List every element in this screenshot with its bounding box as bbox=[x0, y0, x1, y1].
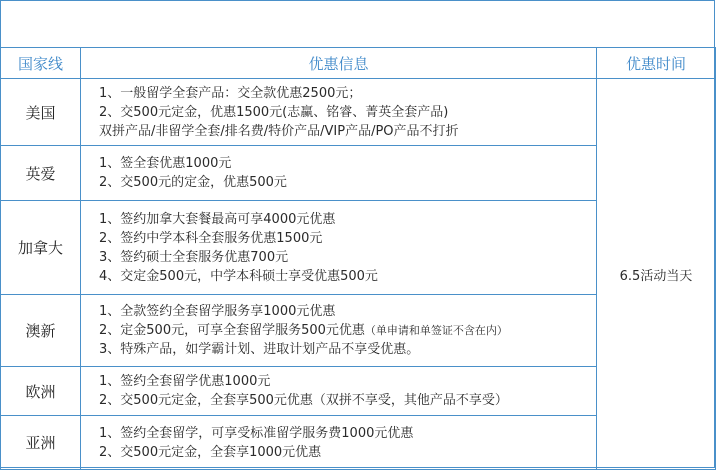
info-line: 1、全款签约全套留学服务享1000元优惠 bbox=[99, 304, 336, 319]
info-line: 1、签约加拿大套餐最高可享4000元优惠 bbox=[99, 211, 336, 227]
info-line: 双拼产品/非留学全套/排名费/特价产品/VIP产品/PO产品不打折 bbox=[99, 123, 459, 139]
info-line: 1、一般留学全套产品：交全款优惠2500元； bbox=[99, 85, 362, 101]
header-row bbox=[1, 48, 716, 79]
header-time: 优惠时间 bbox=[597, 48, 716, 79]
time-cell: 6.5活动当天 bbox=[597, 79, 716, 470]
info-cell bbox=[81, 146, 597, 201]
region-cell: 英爱 bbox=[1, 146, 81, 201]
table-row bbox=[1, 79, 716, 146]
header-info: 优惠信息 bbox=[81, 48, 597, 79]
info-cell bbox=[81, 79, 597, 146]
region-cell: 加拿大 bbox=[1, 201, 81, 295]
info-cell bbox=[81, 201, 597, 295]
info-line: 1、签全套优惠1000元 bbox=[99, 156, 232, 171]
info-line: 3、特殊产品，如学霸计划、进取计划产品不享受优惠。 bbox=[99, 342, 420, 357]
info-line: 3、签约硕士全套服务优惠700元 bbox=[99, 249, 289, 265]
promotion-table bbox=[0, 47, 716, 470]
info-line: 2、交500元定金，优惠1500元(志赢、铭睿、菁英全套产品) bbox=[99, 104, 449, 120]
info-note: （单申请和单签证不含在内） bbox=[364, 324, 508, 337]
region-cell: 美国 bbox=[1, 79, 81, 146]
info-line: 2、交500元的定金，优惠500元 bbox=[99, 175, 287, 190]
info-line: 2、交500元定金，全套享500元优惠（双拼不享受，其他产品不享受） bbox=[99, 393, 508, 408]
info-line: 1、签约全套留学，可享受标准留学服务费1000元优惠 bbox=[99, 425, 414, 441]
info-cell bbox=[81, 367, 597, 416]
info-cell bbox=[81, 416, 597, 470]
region-cell: 亚洲 bbox=[1, 416, 81, 470]
region-cell: 欧洲 bbox=[1, 367, 81, 416]
info-cell bbox=[81, 295, 597, 367]
info-line-text: 2、定金500元，可享全套留学服务500元优惠 bbox=[99, 323, 365, 338]
info-line: 2、交500元定金，全套享1000元优惠 bbox=[99, 444, 322, 460]
info-line: 2、签约中学本科全套服务优惠1500元 bbox=[99, 230, 323, 246]
info-line: 1、签约全套留学优惠1000元 bbox=[99, 374, 271, 389]
header-country: 国家线 bbox=[1, 48, 81, 79]
info-line bbox=[99, 321, 596, 340]
info-line: 4、交定金500元，中学本科硕士享受优惠500元 bbox=[99, 268, 378, 284]
region-cell: 澳新 bbox=[1, 295, 81, 367]
